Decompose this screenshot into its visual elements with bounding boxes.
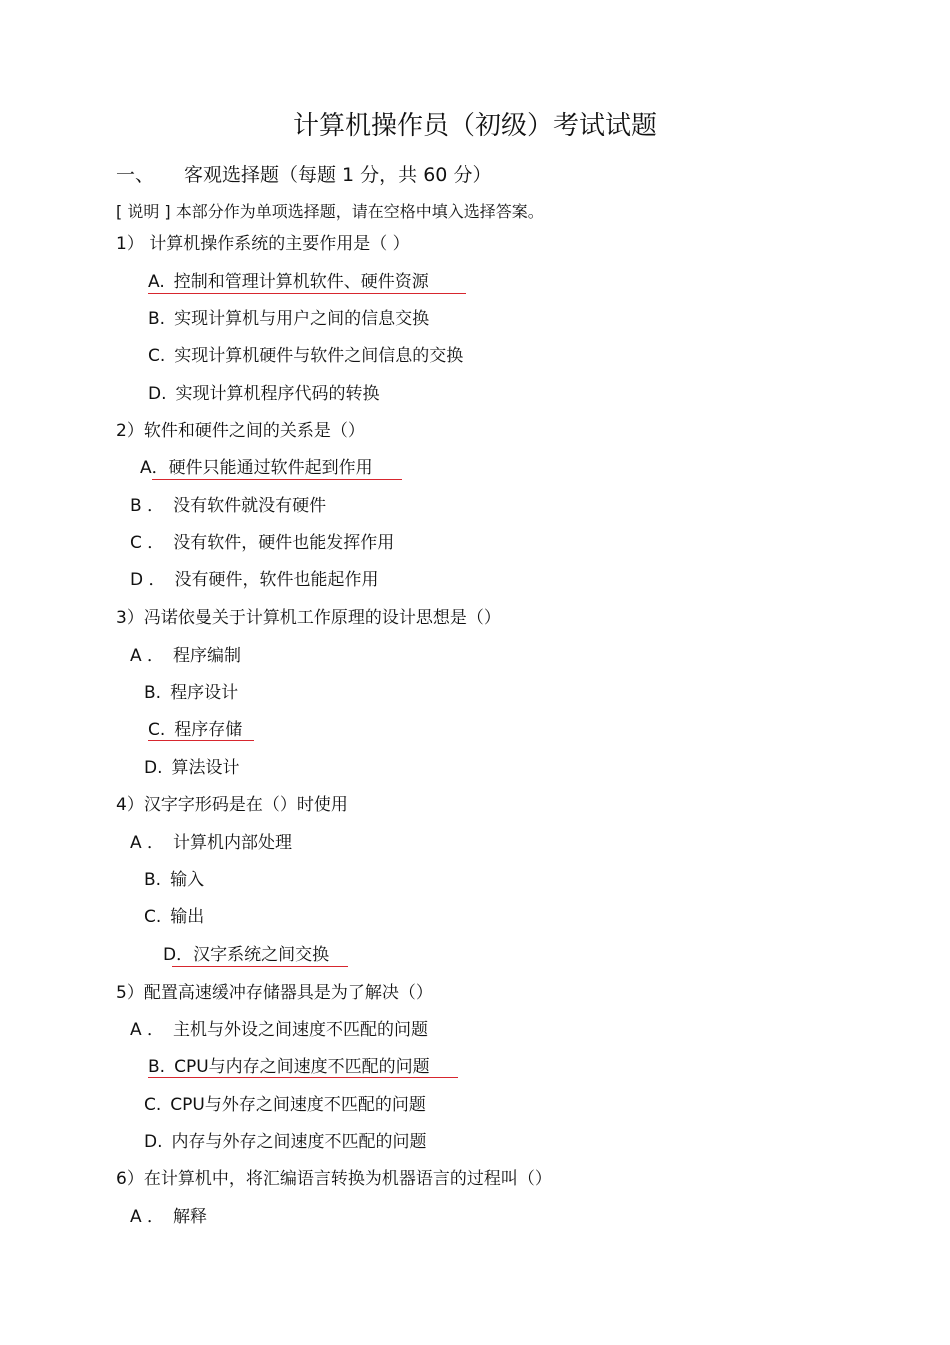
- instructions-note: [ 说明 ] 本部分作为单项选择题，请在空格中填入选择答案。: [116, 202, 544, 221]
- option-text: 实现计算机硬件与软件之间信息的交换: [174, 346, 464, 366]
- option-text: 没有软件，硬件也能发挥作用: [173, 533, 395, 553]
- option-letter: D.: [144, 1132, 163, 1152]
- question-2-option-d: [130, 572, 379, 589]
- option-letter: A ．: [130, 646, 165, 666]
- option-letter: C.: [148, 720, 166, 740]
- answer-underline: [172, 966, 348, 967]
- option-letter: D．: [163, 945, 194, 965]
- question-5-stem: 5）配置高速缓冲存储器具是为了解决（）: [116, 983, 433, 1003]
- option-text: 实现计算机与用户之间的信息交换: [174, 309, 430, 329]
- option-text: CPU与外存之间速度不匹配的问题: [170, 1095, 426, 1115]
- option-text: 程序存储: [174, 720, 243, 740]
- question-1-option-d: [148, 386, 380, 403]
- question-4-option-c: [144, 909, 204, 926]
- answer-underline: [152, 479, 402, 480]
- option-letter: C ．: [130, 533, 165, 553]
- option-letter: D.: [148, 384, 167, 404]
- option-letter: A．: [140, 458, 169, 478]
- question-3-option-b: [144, 685, 238, 702]
- question-2-option-c: [130, 535, 394, 552]
- option-text: 没有硬件，软件也能起作用: [174, 570, 379, 590]
- option-letter: A.: [148, 272, 165, 292]
- question-1-stem: 1） 计算机操作系统的主要作用是（ ）: [116, 234, 410, 254]
- option-letter: D ．: [130, 570, 166, 590]
- question-2-option-a: [140, 460, 373, 477]
- section-heading: [116, 166, 491, 185]
- option-text: 主机与外设之间速度不匹配的问题: [173, 1020, 429, 1040]
- option-letter: B ．: [130, 496, 165, 516]
- option-text: 算法设计: [171, 758, 240, 778]
- option-text: CPU与内存之间速度不匹配的问题: [174, 1057, 430, 1077]
- option-text: 程序编制: [173, 646, 242, 666]
- question-4-option-b: [144, 872, 204, 889]
- option-text: 汉字系统之间交换: [193, 945, 330, 965]
- option-letter: B.: [144, 683, 162, 703]
- option-letter: D.: [144, 758, 163, 778]
- option-letter: B.: [148, 1057, 166, 1077]
- option-text: 解释: [173, 1207, 208, 1227]
- question-5-option-b: [148, 1059, 430, 1076]
- question-1-option-a: [148, 274, 429, 291]
- question-2-stem: 2）软件和硬件之间的关系是（）: [116, 421, 365, 441]
- answer-underline: [148, 293, 466, 294]
- option-letter: C.: [148, 346, 166, 366]
- question-2-option-b: [130, 498, 326, 515]
- option-letter: A ．: [130, 833, 165, 853]
- question-6-option-a: [130, 1209, 207, 1226]
- answer-underline: [148, 1077, 458, 1078]
- page-title: 计算机操作员（初级）考试试题: [292, 111, 657, 141]
- option-text: 没有软件就没有硬件: [173, 496, 327, 516]
- question-3-option-c: [148, 722, 242, 739]
- option-letter: C.: [144, 907, 162, 927]
- question-3-stem: 3）冯诺依曼关于计算机工作原理的设计思想是（）: [116, 608, 501, 628]
- section-title: 客观选择题（每题 1 分，共 60 分）: [184, 164, 492, 186]
- option-text: 内存与外存之间速度不匹配的问题: [171, 1132, 427, 1152]
- option-letter: B.: [148, 309, 166, 329]
- option-letter: A ．: [130, 1207, 165, 1227]
- option-text: 输入: [170, 870, 205, 890]
- question-3-option-d: [144, 760, 240, 777]
- option-text: 硬件只能通过软件起到作用: [168, 458, 373, 478]
- question-5-option-a: [130, 1022, 428, 1039]
- question-4-option-a: [130, 835, 292, 852]
- question-6-stem: 6）在计算机中，将汇编语言转换为机器语言的过程叫（）: [116, 1169, 552, 1189]
- question-3-option-a: [130, 648, 241, 665]
- option-text: 实现计算机程序代码的转换: [175, 384, 380, 404]
- option-text: 程序设计: [170, 683, 239, 703]
- option-text: 输出: [170, 907, 205, 927]
- answer-underline: [148, 740, 254, 741]
- question-1-option-b: [148, 311, 429, 328]
- option-text: 控制和管理计算机软件、硬件资源: [173, 272, 429, 292]
- question-4-option-d: [163, 947, 329, 964]
- question-5-option-c: [144, 1097, 426, 1114]
- option-letter: A ．: [130, 1020, 165, 1040]
- question-1-option-c: [148, 348, 463, 365]
- section-number: 一、: [116, 164, 155, 186]
- question-4-stem: 4）汉字字形码是在（）时使用: [116, 795, 348, 815]
- option-letter: B.: [144, 870, 162, 890]
- option-letter: C.: [144, 1095, 162, 1115]
- question-5-option-d: [144, 1134, 427, 1151]
- option-text: 计算机内部处理: [173, 833, 293, 853]
